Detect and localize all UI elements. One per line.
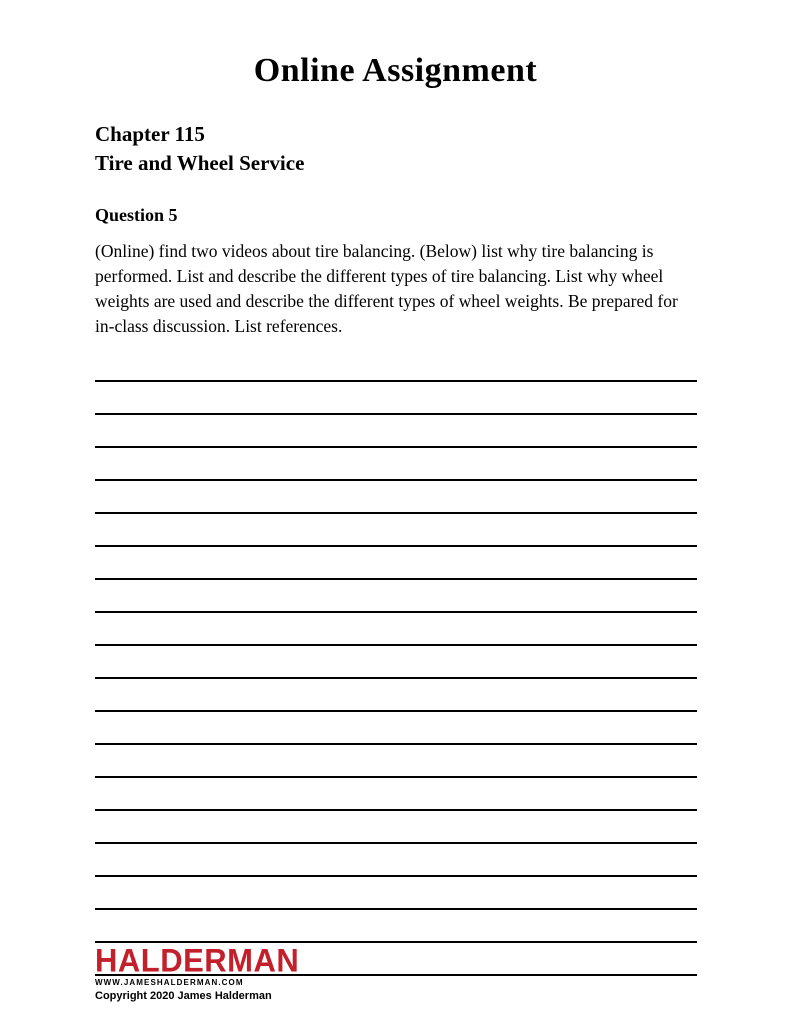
- page-title: Online Assignment: [253, 52, 538, 89]
- answer-lines-area: [95, 349, 697, 980]
- answer-line: [95, 844, 697, 877]
- answer-line: [95, 745, 697, 778]
- answer-line: [95, 778, 697, 811]
- chapter-number: Chapter 115: [95, 122, 205, 146]
- answer-line: [95, 712, 697, 745]
- chapter-heading: [95, 120, 791, 178]
- halderman-logo-url: WWW.JAMESHALDERMAN.COM: [95, 978, 244, 987]
- answer-line: [95, 877, 697, 910]
- answer-line: [95, 415, 697, 448]
- answer-line: [95, 382, 697, 415]
- footer: [95, 942, 300, 1002]
- answer-line: [95, 580, 697, 613]
- answer-line: [95, 679, 697, 712]
- copyright-text: Copyright 2020 James Halderman: [95, 990, 272, 1002]
- halderman-logo: [95, 942, 300, 987]
- answer-line: [95, 514, 697, 547]
- answer-line: [95, 481, 697, 514]
- question-label: Question 5: [95, 205, 178, 225]
- answer-line: [95, 613, 697, 646]
- answer-line: [95, 910, 697, 943]
- answer-line: [95, 448, 697, 481]
- halderman-logo-text: HALDERMAN: [95, 942, 300, 980]
- answer-line: [95, 646, 697, 679]
- answer-line: [95, 811, 697, 844]
- answer-line: [95, 547, 697, 580]
- question-text: (Online) find two videos about tire balancing. (Below) list why tire balancing is performed. List and describe the different types of tire balancing. List why wheel weights are used and describe the different types of wheel weights. Be prepared for in-class discussion. List references.: [95, 241, 678, 336]
- answer-line: [95, 349, 697, 382]
- chapter-name: Tire and Wheel Service: [95, 151, 305, 175]
